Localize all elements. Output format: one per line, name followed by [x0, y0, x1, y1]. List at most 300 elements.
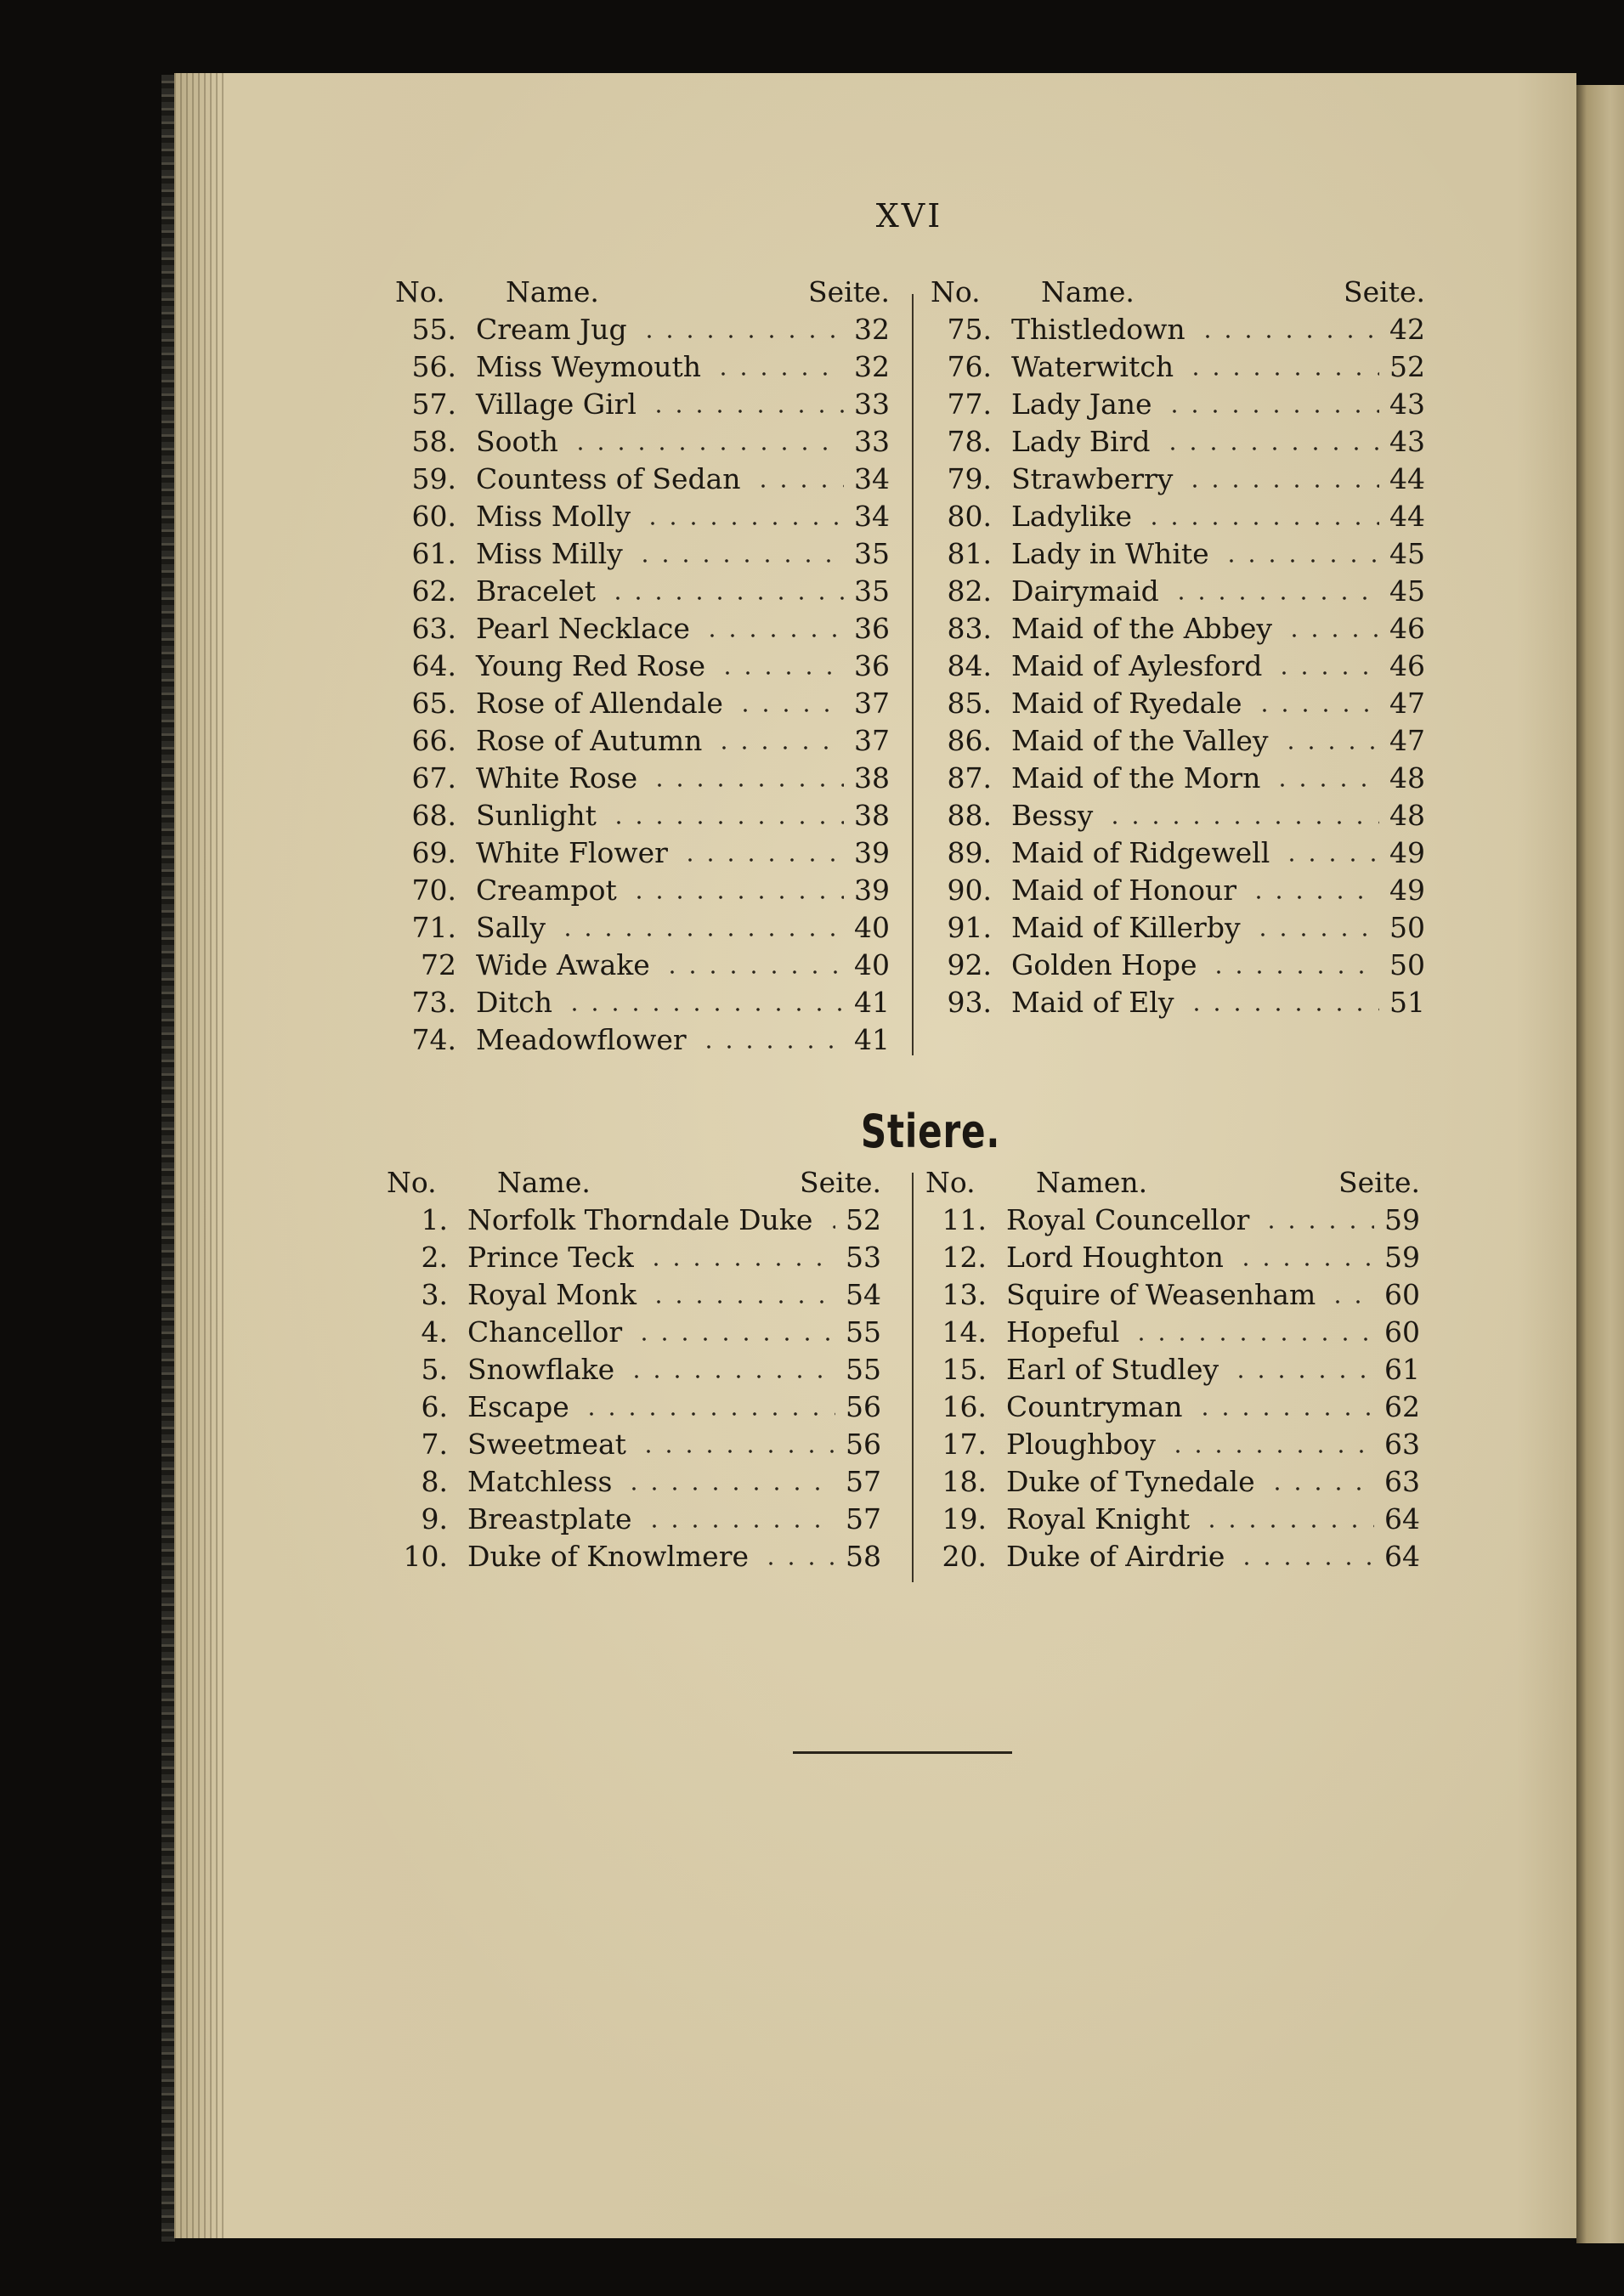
entry-number: 3.: [421, 1278, 448, 1311]
entry-number: 11.: [942, 1203, 987, 1236]
column-header: [387, 1166, 881, 1203]
entry-name: Lord Houghton: [1006, 1241, 1224, 1274]
dot-leader: [1163, 447, 1379, 450]
entry-name: Bracelet: [476, 574, 597, 608]
index-row: [925, 1315, 1420, 1353]
dot-leader: [1202, 1524, 1374, 1528]
entry-name: Miss Weymouth: [476, 350, 702, 383]
entry-name: Royal Councellor: [1006, 1203, 1250, 1236]
entry-name: Meadowflower: [476, 1023, 687, 1056]
entry-page: 34: [854, 462, 890, 495]
entry-number: 2.: [421, 1241, 448, 1274]
dot-leader: [639, 335, 844, 338]
entry-page: 36: [854, 612, 890, 645]
entry-number: 74.: [411, 1023, 456, 1056]
entry-page: 60: [1384, 1278, 1420, 1311]
entry-page: 36: [854, 649, 890, 682]
dot-leader: [1105, 821, 1379, 824]
dot-leader: [648, 410, 844, 413]
header-name: Namen.: [1036, 1166, 1148, 1199]
entry-number: 15.: [942, 1353, 987, 1386]
entry-page: 35: [854, 574, 890, 608]
entry-page: 51: [1389, 986, 1425, 1019]
entry-name: Pearl Necklace: [476, 612, 690, 645]
entry-page: 41: [854, 986, 890, 1019]
index-row: [387, 1315, 881, 1353]
dot-leader: [1284, 634, 1379, 637]
entry-name: Maid of Honour: [1011, 874, 1236, 907]
dot-leader: [824, 1225, 835, 1229]
entry-name: Duke of Airdrie: [1006, 1540, 1225, 1573]
index-row: [395, 649, 890, 687]
entry-page: 37: [854, 687, 890, 720]
index-row: [931, 911, 1425, 948]
entry-number: 60.: [411, 500, 456, 533]
entry-name: Lady Jane: [1011, 387, 1152, 421]
entry-page: 41: [854, 1023, 890, 1056]
entry-name: Norfolk Thorndale Duke: [467, 1203, 813, 1236]
header-page: Seite.: [1344, 275, 1425, 308]
entry-number: 16.: [942, 1390, 987, 1423]
index-row: [395, 687, 890, 724]
index-row: [925, 1502, 1420, 1540]
entry-number: 66.: [411, 724, 456, 757]
column-header: [925, 1166, 1420, 1203]
entry-number: 18.: [942, 1465, 987, 1498]
entry-name: Sally: [476, 911, 546, 944]
entry-number: 57.: [411, 387, 456, 421]
bulls-right-column: [925, 1166, 1420, 1577]
index-row: [387, 1203, 881, 1241]
index-row: [931, 799, 1425, 836]
index-row: [931, 350, 1425, 387]
dot-leader: [608, 597, 844, 600]
entry-number: 62.: [411, 574, 456, 608]
entry-number: 69.: [411, 836, 456, 869]
entry-name: Squire of Weasenham: [1006, 1278, 1316, 1311]
index-row: [387, 1502, 881, 1540]
index-row: [395, 911, 890, 948]
index-row: [395, 425, 890, 462]
entry-number: 4.: [421, 1315, 448, 1349]
entry-number: 5.: [421, 1353, 448, 1386]
entry-number: 1.: [421, 1203, 448, 1236]
entry-page: 39: [854, 836, 890, 869]
dot-leader: [1267, 1487, 1374, 1490]
entry-page: 34: [854, 500, 890, 533]
index-row: [387, 1353, 881, 1390]
column-divider: [912, 294, 914, 1055]
dot-leader: [1185, 484, 1379, 488]
entry-number: 67.: [411, 761, 456, 795]
entry-page: 47: [1389, 687, 1425, 720]
entry-number: 13.: [942, 1278, 987, 1311]
index-row: [931, 948, 1425, 986]
index-row: [931, 425, 1425, 462]
entry-page: 55: [846, 1315, 881, 1349]
index-row: [387, 1465, 881, 1502]
header-no: No.: [925, 1166, 976, 1199]
entry-name: Wide Awake: [476, 948, 650, 981]
entry-page: 42: [1389, 313, 1425, 346]
closing-rule: [793, 1751, 1012, 1754]
dot-leader: [635, 559, 844, 563]
entry-name: Earl of Studley: [1006, 1353, 1219, 1386]
header-no: No.: [395, 275, 445, 308]
dot-leader: [570, 447, 844, 450]
entry-number: 65.: [411, 687, 456, 720]
dot-leader: [564, 1008, 844, 1011]
index-row: [931, 836, 1425, 874]
index-row: [925, 1203, 1420, 1241]
dot-leader: [1231, 1375, 1374, 1378]
entry-name: Lady Bird: [1011, 425, 1151, 458]
page-number: XVI: [875, 197, 943, 235]
dot-leader: [1272, 783, 1379, 787]
index-row: [395, 948, 890, 986]
dot-leader: [1254, 709, 1379, 712]
index-row: [931, 537, 1425, 574]
entry-number: 7.: [421, 1428, 448, 1461]
index-row: [931, 874, 1425, 911]
dot-leader: [1274, 671, 1379, 675]
entry-number: 76.: [947, 350, 992, 383]
entry-page: 49: [1389, 874, 1425, 907]
index-row: [395, 500, 890, 537]
index-row: [931, 313, 1425, 350]
entry-name: Sooth: [476, 425, 558, 458]
entry-number: 19.: [942, 1502, 987, 1535]
entry-page: 63: [1384, 1428, 1420, 1461]
entry-name: Lady in White: [1011, 537, 1209, 570]
index-row: [931, 649, 1425, 687]
entry-number: 68.: [411, 799, 456, 832]
entry-page: 50: [1389, 911, 1425, 944]
entry-page: 43: [1389, 425, 1425, 458]
entry-name: Maid of the Morn: [1011, 761, 1261, 795]
dot-leader: [1197, 335, 1379, 338]
entry-name: Hopeful: [1006, 1315, 1120, 1349]
dot-leader: [761, 1562, 835, 1565]
entry-name: Maid of Ryedale: [1011, 687, 1242, 720]
entry-number: 72: [421, 948, 456, 981]
entry-page: 56: [846, 1390, 881, 1423]
header-name: Name.: [1041, 275, 1135, 308]
entry-name: Ditch: [476, 986, 553, 1019]
dot-leader: [1185, 372, 1379, 376]
entry-number: 6.: [421, 1390, 448, 1423]
entry-page: 44: [1389, 462, 1425, 495]
entry-name: Breastplate: [467, 1502, 632, 1535]
header-name: Name.: [506, 275, 599, 308]
dot-leader: [1281, 746, 1379, 749]
entry-page: 33: [854, 387, 890, 421]
entry-number: 82.: [947, 574, 992, 608]
entry-number: 75.: [947, 313, 992, 346]
entry-page: 61: [1384, 1353, 1420, 1386]
entry-number: 89.: [947, 836, 992, 869]
index-row: [925, 1278, 1420, 1315]
index-row: [395, 799, 890, 836]
entry-name: Sweetmeat: [467, 1428, 626, 1461]
entry-page: 48: [1389, 761, 1425, 795]
entry-name: Miss Milly: [476, 537, 623, 570]
entry-number: 92.: [947, 948, 992, 981]
entry-number: 91.: [947, 911, 992, 944]
entry-name: Golden Hope: [1011, 948, 1197, 981]
entry-number: 84.: [947, 649, 992, 682]
entry-name: Matchless: [467, 1465, 613, 1498]
index-row: [387, 1390, 881, 1428]
dot-leader: [1144, 522, 1379, 525]
index-row: [395, 313, 890, 350]
dot-leader: [702, 634, 844, 637]
index-row: [395, 724, 890, 761]
entry-name: Maid of the Abbey: [1011, 612, 1272, 645]
entry-number: 80.: [947, 500, 992, 533]
dot-leader: [753, 484, 844, 488]
entry-name: Village Girl: [476, 387, 637, 421]
entry-page: 45: [1389, 574, 1425, 608]
entry-page: 59: [1384, 1203, 1420, 1236]
entry-page: 57: [846, 1465, 881, 1498]
entry-name: Rose of Autumn: [476, 724, 703, 757]
index-row: [931, 574, 1425, 612]
entry-number: 17.: [942, 1428, 987, 1461]
index-row: [931, 761, 1425, 799]
entry-name: White Rose: [476, 761, 638, 795]
dot-leader: [1236, 1562, 1374, 1565]
entry-name: Countryman: [1006, 1390, 1183, 1423]
entry-number: 8.: [421, 1465, 448, 1498]
index-row: [395, 612, 890, 649]
entry-name: Bessy: [1011, 799, 1094, 832]
index-row: [387, 1540, 881, 1577]
book-spine: [161, 75, 175, 2242]
entry-number: 59.: [411, 462, 456, 495]
entry-page: 32: [854, 313, 890, 346]
dot-leader: [608, 821, 844, 824]
entry-page: 62: [1384, 1390, 1420, 1423]
cows-right-column: [931, 275, 1425, 1023]
index-row: [925, 1540, 1420, 1577]
index-row: [395, 350, 890, 387]
entry-number: 77.: [947, 387, 992, 421]
entry-number: 78.: [947, 425, 992, 458]
index-row: [925, 1428, 1420, 1465]
dot-leader: [1208, 970, 1379, 974]
entry-number: 61.: [411, 537, 456, 570]
entry-name: Ladylike: [1011, 500, 1132, 533]
index-row: [387, 1241, 881, 1278]
dot-leader: [1236, 1263, 1374, 1266]
entry-page: 63: [1384, 1465, 1420, 1498]
dot-leader: [649, 783, 844, 787]
dot-leader: [1327, 1300, 1374, 1304]
dot-leader: [646, 1263, 835, 1266]
entry-name: Maid of the Valley: [1011, 724, 1269, 757]
entry-number: 20.: [942, 1540, 987, 1573]
entry-name: Maid of Killerby: [1011, 911, 1241, 944]
entry-name: Duke of Knowlmere: [467, 1540, 749, 1573]
entry-page: 39: [854, 874, 890, 907]
entry-name: Ploughboy: [1006, 1428, 1156, 1461]
entry-page: 64: [1384, 1540, 1420, 1573]
entry-name: Waterwitch: [1011, 350, 1174, 383]
dot-leader: [644, 1524, 835, 1528]
dot-leader: [642, 522, 844, 525]
entry-page: 52: [1389, 350, 1425, 383]
entry-page: 46: [1389, 649, 1425, 682]
entry-page: 53: [846, 1241, 881, 1274]
dot-leader: [717, 671, 844, 675]
dot-leader: [1248, 896, 1379, 899]
index-row: [395, 537, 890, 574]
index-row: [931, 687, 1425, 724]
dot-leader: [735, 709, 844, 712]
entry-name: White Flower: [476, 836, 668, 869]
entry-name: Maid of Ridgewell: [1011, 836, 1270, 869]
entry-number: 88.: [947, 799, 992, 832]
entry-number: 85.: [947, 687, 992, 720]
dot-leader: [714, 746, 844, 749]
entry-page: 59: [1384, 1241, 1420, 1274]
entry-page: 45: [1389, 537, 1425, 570]
entry-name: Duke of Tynedale: [1006, 1465, 1255, 1498]
entry-page: 56: [846, 1428, 881, 1461]
header-page: Seite.: [808, 275, 890, 308]
entry-name: Dairymaid: [1011, 574, 1159, 608]
entry-name: Snowflake: [467, 1353, 615, 1386]
entry-name: Cream Jug: [476, 313, 627, 346]
column-header: [395, 275, 890, 313]
entry-page: 55: [846, 1353, 881, 1386]
entry-number: 12.: [942, 1241, 987, 1274]
entry-number: 71.: [411, 911, 456, 944]
index-row: [387, 1278, 881, 1315]
entry-page: 32: [854, 350, 890, 383]
dot-leader: [1168, 1450, 1374, 1453]
column-divider: [912, 1173, 914, 1582]
index-row: [395, 1023, 890, 1060]
entry-page: 46: [1389, 612, 1425, 645]
index-row: [931, 724, 1425, 761]
dot-leader: [680, 858, 844, 862]
entry-name: Prince Teck: [467, 1241, 634, 1274]
dot-leader: [1186, 1008, 1379, 1011]
entry-name: Strawberry: [1011, 462, 1174, 495]
dot-leader: [638, 1450, 835, 1453]
entry-page: 48: [1389, 799, 1425, 832]
entry-number: 93.: [947, 986, 992, 1019]
section-title-bulls: Stiere.: [860, 1105, 1001, 1158]
dot-leader: [629, 896, 844, 899]
entry-page: 40: [854, 911, 890, 944]
entry-name: Escape: [467, 1390, 569, 1423]
index-row: [395, 462, 890, 500]
entry-page: 37: [854, 724, 890, 757]
dot-leader: [626, 1375, 835, 1378]
dot-leader: [1282, 858, 1379, 862]
entry-page: 64: [1384, 1502, 1420, 1535]
entry-number: 10.: [403, 1540, 448, 1573]
dot-leader: [624, 1487, 835, 1490]
entry-number: 73.: [411, 986, 456, 1019]
index-row: [931, 612, 1425, 649]
dot-leader: [648, 1300, 835, 1304]
index-row: [931, 462, 1425, 500]
entry-name: Maid of Ely: [1011, 986, 1174, 1019]
entry-name: Chancellor: [467, 1315, 623, 1349]
entry-page: 49: [1389, 836, 1425, 869]
dot-leader: [1253, 933, 1379, 936]
entry-page: 43: [1389, 387, 1425, 421]
bulls-left-column: [387, 1166, 881, 1577]
dot-leader: [1131, 1337, 1374, 1341]
dot-leader: [713, 372, 844, 376]
entry-number: 14.: [942, 1315, 987, 1349]
index-row: [395, 836, 890, 874]
entry-number: 58.: [411, 425, 456, 458]
entry-page: 38: [854, 761, 890, 795]
dot-leader: [1261, 1225, 1374, 1229]
entry-number: 70.: [411, 874, 456, 907]
entry-name: Thistledown: [1011, 313, 1185, 346]
entry-number: 55.: [411, 313, 456, 346]
index-row: [925, 1241, 1420, 1278]
entry-page: 35: [854, 537, 890, 570]
entry-number: 81.: [947, 537, 992, 570]
index-row: [925, 1390, 1420, 1428]
entry-number: 63.: [411, 612, 456, 645]
entry-number: 56.: [411, 350, 456, 383]
dot-leader: [662, 970, 844, 974]
index-row: [925, 1465, 1420, 1502]
index-row: [387, 1428, 881, 1465]
dot-leader: [1171, 597, 1379, 600]
entry-name: Rose of Allendale: [476, 687, 723, 720]
index-row: [931, 986, 1425, 1023]
entry-name: Sunlight: [476, 799, 597, 832]
header-page: Seite.: [1338, 1166, 1420, 1199]
entry-page: 58: [846, 1540, 881, 1573]
index-row: [395, 761, 890, 799]
dot-leader: [699, 1045, 844, 1049]
entry-number: 86.: [947, 724, 992, 757]
dot-leader: [1164, 410, 1379, 413]
header-no: No.: [931, 275, 981, 308]
entry-name: Royal Monk: [467, 1278, 637, 1311]
cows-left-column: [395, 275, 890, 1060]
entry-name: Creampot: [476, 874, 617, 907]
entry-number: 64.: [411, 649, 456, 682]
header-no: No.: [387, 1166, 437, 1199]
page-edges: [174, 73, 225, 2238]
dot-leader: [634, 1337, 835, 1341]
entry-page: 44: [1389, 500, 1425, 533]
entry-page: 40: [854, 948, 890, 981]
entry-number: 87.: [947, 761, 992, 795]
entry-page: 60: [1384, 1315, 1420, 1349]
entry-name: Miss Molly: [476, 500, 631, 533]
entry-page: 57: [846, 1502, 881, 1535]
index-row: [395, 986, 890, 1023]
dot-leader: [1195, 1412, 1374, 1416]
dot-leader: [1221, 559, 1379, 563]
entry-page: 52: [846, 1203, 881, 1236]
entry-number: 79.: [947, 462, 992, 495]
entry-name: Countess of Sedan: [476, 462, 741, 495]
